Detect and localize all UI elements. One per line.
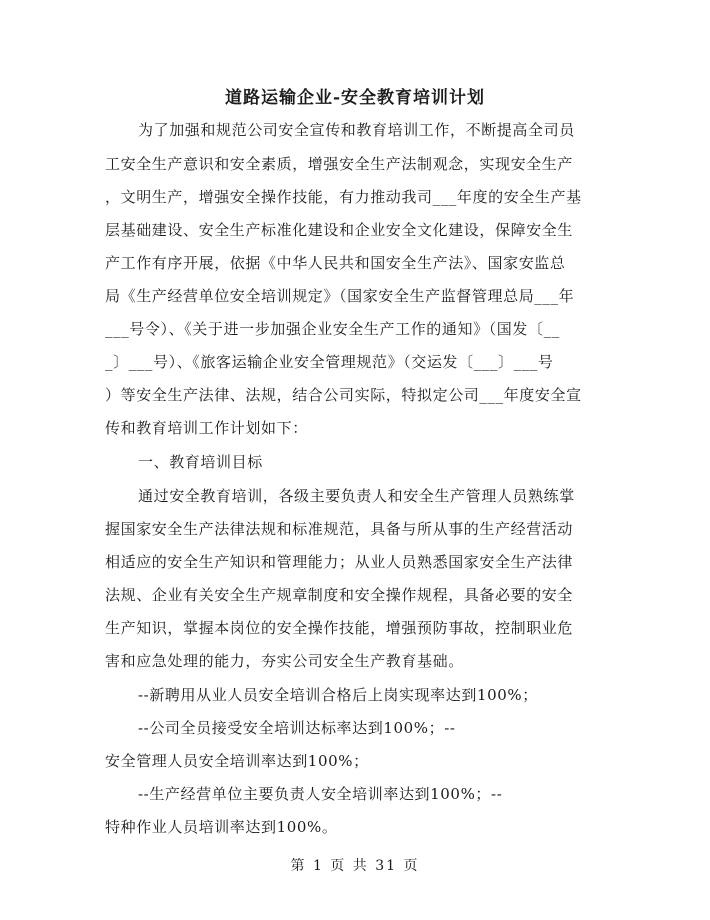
paragraph-line: 生产知识，掌握本岗位的安全操作技能，增强预防事故，控制职业危 <box>105 619 574 637</box>
paragraph-line: 传和教育培训工作计划如下： <box>105 419 308 437</box>
paragraph-line: 工安全生产意识和安全素质，增强安全生产法制观念，实现安全生产 <box>105 155 574 173</box>
paragraph-line: 层基础建设、安全生产标准化建设和企业安全文化建设，保障安全生 <box>105 221 574 239</box>
paragraph-line: 产工作有序开展，依据《中华人民共和国安全生产法》、国家安监总 <box>105 254 566 272</box>
paragraph-line: ）等安全生产法律、法规，结合公司实际，特拟定公司___年度安全宣 <box>105 386 582 404</box>
target-item: 特种作业人员培训率达到100%。 <box>105 818 338 836</box>
paragraph-line: 局《生产经营单位安全培训规定》（国家安全生产监督管理总局___年 <box>105 287 575 305</box>
target-item: --新聘用从业人员安全培训合格后上岗实现率达到100%； <box>138 686 538 704</box>
target-item: --生产经营单位主要负责人安全培训率达到100%；-- <box>138 785 503 803</box>
paragraph-line: 握国家安全生产法律法规和标准规范，具备与所从事的生产经营活动 <box>105 520 574 538</box>
page-number-footer: 第 1 页 共 31 页 <box>290 858 420 874</box>
paragraph-line: ___号令）、《关于进一步加强企业安全生产工作的通知》（国发〔__ <box>105 320 560 338</box>
paragraph-line: _〕___号）、《旅客运输企业安全管理规范》（交运发〔___〕___号 <box>105 353 554 371</box>
paragraph-line: 法规、企业有关安全生产规章制度和安全操作规程，具备必要的安全 <box>105 586 574 604</box>
paragraph-line: 相适应的安全生产知识和管理能力；从业人员熟悉国家安全生产法律 <box>105 553 574 571</box>
paragraph-line: 通过安全教育培训，各级主要负责人和安全生产管理人员熟练掌 <box>138 487 575 505</box>
document-title: 道路运输企业-安全教育培训计划 <box>224 88 486 108</box>
paragraph-line: 为了加强和规范公司安全宣传和教育培训工作，不断提高全司员 <box>138 121 575 139</box>
target-item: 安全管理人员安全培训率达到100%； <box>105 752 369 770</box>
paragraph-line: ，文明生产，增强安全操作技能，有力推动我司___年度的安全生产基 <box>105 188 582 206</box>
target-item: --公司全员接受安全培训达标率达到100%；-- <box>138 719 456 737</box>
paragraph-line: 害和应急处理的能力，夯实公司安全生产教育基础。 <box>105 652 464 670</box>
section-heading: 一、教育培训目标 <box>138 453 263 471</box>
